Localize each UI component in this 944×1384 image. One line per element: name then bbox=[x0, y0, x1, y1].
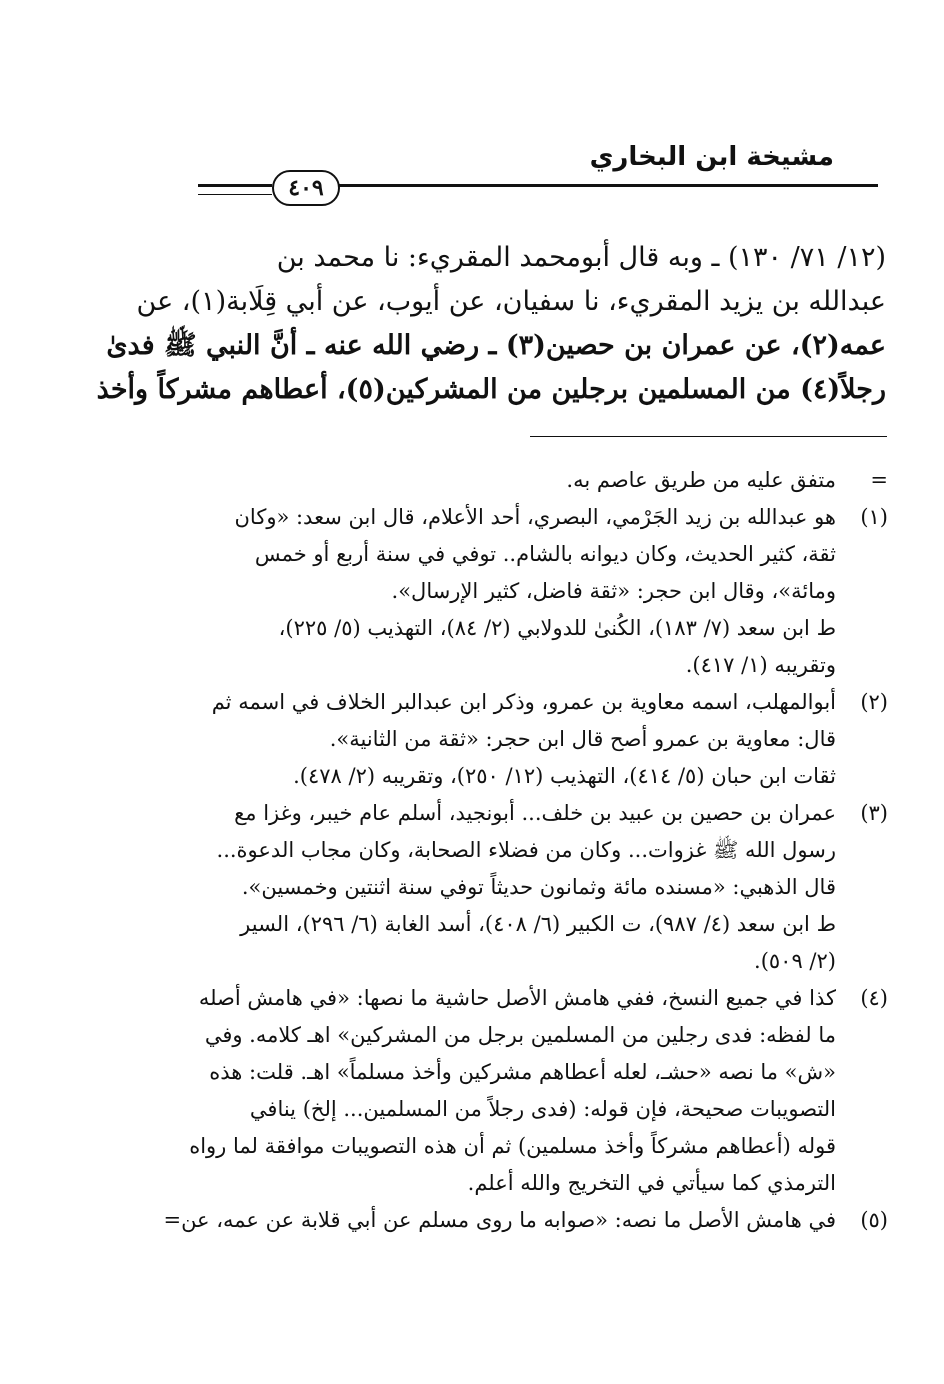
header-rule-right bbox=[338, 184, 878, 187]
footnote-line: هو عبدالله بن زيد الجَرْمي، البصري، أحد الأعلام، قال ابن سعد: «وكان bbox=[234, 505, 836, 529]
header-rule-thin bbox=[198, 194, 272, 195]
header-rule-left bbox=[198, 184, 272, 187]
footnote-line: قال: معاوية بن عمرو أصح قال ابن حجر: «ثقة من الثانية». bbox=[329, 727, 836, 751]
footnote-line: قوله (أعطاهم مشركاً وأخذ مسلمين) ثم أن هذه التصويبات موافقة لما رواه bbox=[189, 1134, 836, 1158]
footnote-line: وتقريبه (١/ ٤١٧). bbox=[685, 653, 836, 677]
footnote-line: رسول الله ﷺ غزوات... وكان من فضلاء الصحابة، وكان مجاب الدعوة... bbox=[216, 838, 836, 862]
footnote-line: متفق عليه من طريق عاصم به. bbox=[566, 468, 836, 492]
footnote-number: (٢) bbox=[860, 690, 888, 714]
footnote-3 bbox=[156, 795, 888, 980]
footnote-line: كذا في جميع النسخ، ففي هامش الأصل حاشية ما نصها: «في هامش أصله bbox=[198, 986, 836, 1010]
running-title: مشيخة ابن البخاري bbox=[589, 142, 834, 172]
footnote-line: ما لفظه: فدى رجلين من المسلمين برجل من المشركين» اهـ كلامه. وفي bbox=[204, 1023, 836, 1047]
page-number: ٤٠٩ bbox=[272, 170, 340, 206]
footnote-line: ومائة»، وقال ابن حجر: «ثقة فاضل، كثير الإرسال». bbox=[391, 579, 836, 603]
hadith-line: عبدالله بن يزيد المقريء، نا سفيان، عن أيوب، عن أبي قِلَابة(١)، عن bbox=[136, 286, 886, 317]
footnote-line: الترمذي كما سيأتي في التخريج والله أعلم. bbox=[467, 1171, 836, 1195]
footnote-line: «ش» ما نصه «حشـ، لعله أعطاهم مشركين وأخذ مسلماً» اهـ. قلت: هذه bbox=[209, 1060, 836, 1084]
footnote-line: قال الذهبي: «مسنده مائة وثمانون حديثاً توفي سنة اثنتين وخمسين». bbox=[241, 875, 836, 899]
footnote-1 bbox=[156, 499, 888, 684]
footnote-5 bbox=[156, 1202, 888, 1239]
footnote-line: عمران بن حصين بن عبيد بن خلف... أبونجيد، أسلم عام خيبر، وغزا مع bbox=[234, 801, 836, 825]
footnote-line: أبوالمهلب، اسمه معاوية بن عمرو، وذكر ابن عبدالبر الخلاف في اسمه ثم bbox=[211, 690, 836, 714]
footnote-marker: = bbox=[870, 468, 888, 492]
footnote-number: (٤) bbox=[860, 986, 888, 1010]
footnote-continuation bbox=[156, 462, 888, 499]
footnote-line: ثقات ابن حبان (٥/ ٤١٤)، التهذيب (١٢/ ٢٥٠)، وتقريبه (٢/ ٤٧٨). bbox=[293, 764, 836, 788]
footnote-2 bbox=[156, 684, 888, 795]
hadith-line: رجلاً(٤) من المسلمين برجلين من المشركين(٥)، أعطاهم مشركاً وأخذ bbox=[96, 374, 886, 405]
footnote-line: ثقة، كثير الحديث، وكان ديوانه بالشام.. توفي في سنة أربع أو خمس bbox=[254, 542, 836, 566]
footnote-number: (١) bbox=[860, 505, 888, 529]
footnote-line: التصويبات صحيحة، فإن قوله: (فدى رجلاً من المسلمين... إلخ) ينافي bbox=[249, 1097, 836, 1121]
footnotes bbox=[156, 462, 888, 1239]
footnote-line: في هامش الأصل ما نصه: «صوابه ما روى مسلم عن أبي قلابة عن عمه، عن= bbox=[163, 1208, 836, 1232]
footnote-4 bbox=[156, 980, 888, 1202]
footnote-line: ط ابن سعد (٧/ ١٨٣)، الكُنىٰ للدولابي (٢/ ٨٤)، التهذيب (٥/ ٢٢٥)، bbox=[278, 616, 836, 640]
footnote-separator bbox=[530, 436, 887, 437]
hadith-line: (١٢/ ٧١/ ١٣٠) ـ وبه قال أبومحمد المقريء: نا محمد بن bbox=[276, 242, 886, 273]
footnote-line: ط ابن سعد (٤/ ٩٨٧)، ت الكبير (٦/ ٤٠٨)، أسد الغابة (٦/ ٢٩٦)، السير bbox=[240, 912, 836, 936]
hadith-line: عمه(٢)، عن عمران بن حصين(٣) ـ رضي الله عنه ـ أنَّ النبي ﷺ فدىٰ bbox=[106, 330, 886, 361]
footnote-number: (٥) bbox=[860, 1208, 888, 1232]
footnote-line: (٢/ ٥٠٩). bbox=[754, 949, 836, 973]
hadith-text bbox=[96, 236, 886, 412]
footnote-number: (٣) bbox=[860, 801, 888, 825]
